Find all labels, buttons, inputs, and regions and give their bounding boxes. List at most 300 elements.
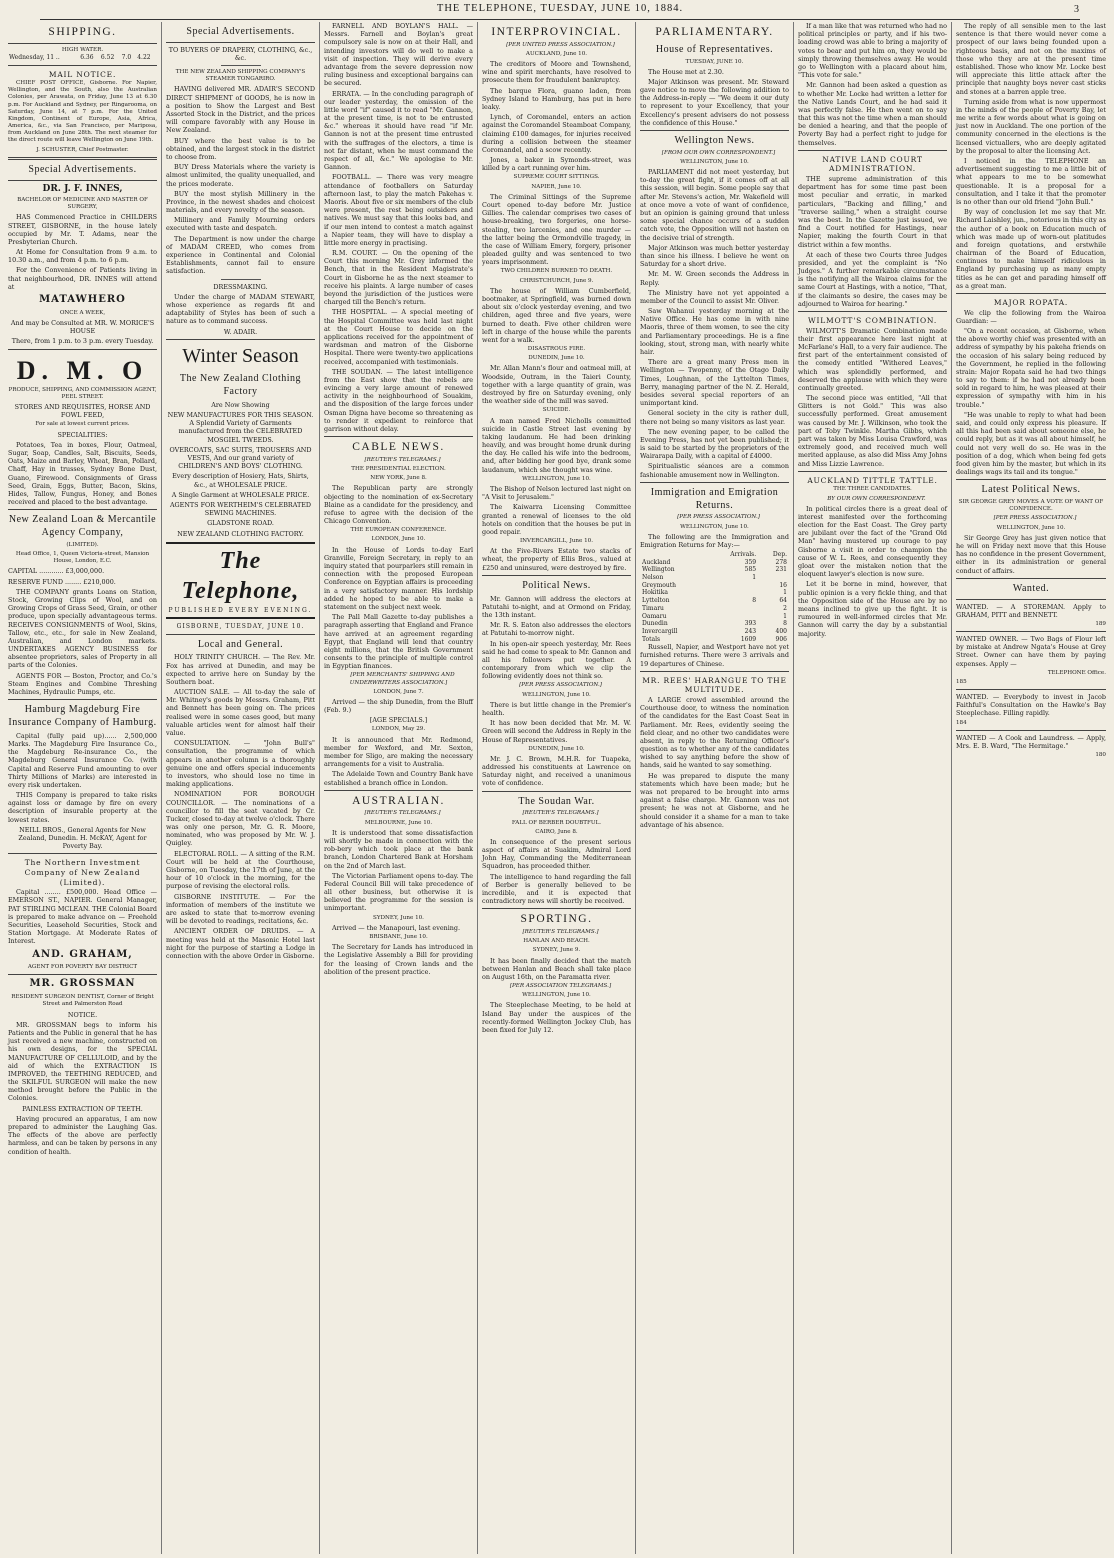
political-text-2: Mr. R. S. Eaton also addresses the electors at Patutahi to-morrow night.: [482, 621, 631, 638]
nz-loan-heading: New Zealand Loan & Mercantile Agency Company,: [8, 514, 157, 539]
nz-loan-reserve: RESERVE FUND ........ £210,000.: [8, 577, 116, 586]
local-text-5: ELECTORAL ROLL. — A sitting of the R.M. Court will be held at the Courthouse, Gisborne, on Tuesday, the 17th of June, at the hour of 10 o'clock in the morning, for the purpose of revising the electoral rolls.: [166, 849, 315, 891]
article-text: If a man like that was returned who had no political principles or party, and if his two-loading crowd was able to bring a majority of votes to bear and put him on, they would be simply throwing themselves away. He would go to Wellington with a placard about him, "This vote for sale.": [798, 22, 947, 80]
tittle-tattle-text-2: Let it be borne in mind, however, that public opinion is a very fickle thing, and that the Opposition side of the House are by no means inclined to give up the fight. It is rumoured in well-informed circles that Mr. Gannon will carry the day by a substantial majority.: [798, 580, 947, 638]
painless-heading: PAINLESS EXTRACTION OF TEETH.: [22, 1104, 143, 1113]
latest-political-date: WELLINGTON, June 10.: [996, 524, 1066, 531]
divider: [640, 130, 789, 131]
table-row: [640, 628, 789, 636]
presidential-heading: THE PRESIDENTIAL ELECTION.: [351, 466, 446, 473]
drapery-sub: THE NEW ZEALAND SHIPPING COMPANY'S STEAMER TONGARIRO.: [175, 69, 306, 83]
dmo-stores: STORES AND REQUISITES, HORSE AND FOWL FEED,: [14, 403, 151, 420]
divider: [166, 42, 315, 43]
arrivals: 393: [744, 620, 757, 628]
immigration-table: [640, 551, 789, 643]
wellington-text: The Bishop of Nelson lectured last night on "A Visit to Jerusalem.": [482, 484, 631, 502]
article-text: ERRATA. — In the concluding paragraph of our leader yesterday, the omission of the little word "if" caused it to read "Mr. Gannon, at the present time, is not to be entrusted &c." whereas it should have read "if Mr. Gannon is not at the present time entrusted with the suffrages of the electors, a time is not far distant, when he must command the respect of all, &c." We apologise to Mr. Gannon.: [324, 89, 473, 172]
article-text: Mr. Gannon had been asked a question as to whether Mr. Locke had written a letter for the Native Lands Court, and he had said it was perfectly false. He then went on to say that this was not the time when a man should be denied a hearing, and that the people of Poverty Bay had a perfect right to judge for themselves.: [798, 81, 947, 147]
column-header: [640, 551, 707, 559]
port: Wellington: [642, 566, 675, 574]
mail-notice-heading: MAIL NOTICE.: [48, 69, 117, 79]
children-burned-text: The house of William Cumberfield, bootmaker, at Springfield, was burned down about six o'clock yesterday evening, and two children, aged three and five years, were burned to death. Five other children were left in charge of the house while the parents went for a walk.: [482, 286, 631, 344]
column-header: Arrivals.: [730, 551, 757, 559]
tittle-tattle-heading: AUCKLAND TITTLE TATTLE.: [807, 475, 938, 485]
innes-place: MATAWHERO: [39, 294, 126, 306]
nz-clothing-text-6: GLADSTONE ROAD.: [207, 519, 274, 528]
cable-source: [REUTER'S TELEGRAMS.]: [364, 456, 441, 463]
telephone-title: The Telephone,: [181, 547, 300, 605]
native-land-heading: NATIVE LAND COURT ADMINISTRATION.: [822, 154, 923, 174]
steeplechase-source: [PER ASSOCIATION TELEGRAMS.]: [509, 983, 612, 990]
interprovincial-date: AUCKLAND, June 10.: [525, 50, 588, 57]
cable-news-heading: CABLE NEWS.: [352, 441, 445, 454]
departures: [758, 574, 789, 582]
wellington-news-heading: Wellington News.: [674, 134, 755, 146]
wellington-news-date: WELLINGTON, June 10.: [680, 158, 749, 165]
divider: [8, 43, 157, 44]
interprovincial-source: [PER UNITED PRESS ASSOCIATION.]: [506, 41, 615, 48]
graham-name: AND. GRAHAM,: [32, 948, 133, 960]
divider: [956, 293, 1106, 294]
divider: [956, 578, 1106, 579]
divider: [482, 575, 631, 576]
tide-value: 6.36: [80, 53, 94, 61]
innes-title: BACHELOR OF MEDICINE AND MASTER OF SURGERY,: [17, 197, 148, 211]
wilmott-text-2: The second piece was entitled, "All that Glitters is not Gold." This was also successfully performed. Great amusement was caused by Mr. J. Wilkinson, who took the part of Toby Twinkle. Martha Gibbs, which part was taken by Miss Louisa Crawford, was extremely good, and received much well merited applause, as also did Miss Amy Johns and Miss Lizzie Lawrence.: [798, 394, 947, 468]
drapery-text-4: BUY the most stylish Millinery in the Province, in the newest shades and choicest materials, and every novelty of the season.: [166, 189, 315, 215]
hamburg-text: Capital (fully paid up)...... 2,500,000 Marks. The Magdeburg Fire Insurance Co., the Magdeburg Re-insurance Co., the Magdeburg General Insurance Co. (with Capital and Reserve Fund amounting to over Thirty Millions of Marks) are interested in every risk undertaken.: [8, 731, 157, 789]
latest-political-text: Sir George Grey has just given notice that he will on Friday next move that this House has no confidence in the present Government, either in its administration or general conduct of affairs.: [956, 533, 1106, 575]
rees-text: A LARGE crowd assembled around the Courthouse door, to witness the nomination of the candidates for the East Coast Seat in Parliament. Mr. Rees, evidently seeing the field clear, and no other two candidates were absent, in reply to the Returning Officer's question as to whether any of the candidates wished to say anything before the show of hands, said he wanted to say something.: [640, 695, 789, 770]
divider: [956, 479, 1106, 480]
merchants-source: [PER MERCHANTS' SHIPPING AND UNDERWRITERS ASSOCIATION.]: [349, 672, 455, 686]
drapery-text-2: BUY where the best value is to be obtained, and the largest stock in the district to choose from.: [166, 136, 315, 161]
hanlan-text: It has been finally decided that the match between Hanlan and Beach shall take place on August 16th, on the Paramatta river.: [482, 956, 631, 981]
column-6: [794, 22, 952, 1554]
nz-clothing-text-3: Every description of Hosiery, Hats, Shirts, &c., at WHOLESALE PRICE.: [172, 472, 309, 489]
tittle-tattle-text: In political circles there is a great deal of interest manifested over the forthcoming election for the East Coast. The Grey party are jubilant over the fact of the "Grand Old Man" having mustered up courage to pay Gisborne a visit in order to champion the cause of W. L. Rees, and consequently they gloat over the mistaken notion that the eloquent lawyer's election is now sure.: [798, 504, 947, 579]
divider: [956, 599, 1106, 600]
arrivals: 243: [744, 627, 757, 635]
australian-text: It is understood that some dissatisfaction will shortly be made in connection with the rob-bery which took place at the bank branch, London Chartered Bank at Horsham on the 2nd of March last.: [324, 828, 473, 870]
article-text: FOOTBALL. — There was very meagre attendance of footballers on Saturday afternoon last, to play the match Pakehas v. Maoris. About five or six members of the club were present, the rest being outsiders and natives. We must say that this looks bad, and if our men intend to contest a match against a Napier team, they will have to display a little more energy in practising.: [324, 173, 473, 247]
departures: 400: [775, 627, 787, 635]
native-land-text-2: At each of these two Courts three Judges presided, and yet the complaint is "No Judges." A further remarkable circumstance is the notifying all the Wairoa claims for the same Court at Hastings, with a notice, "That, if the claimants so desire, the cases may be adjourned to Wairoa for hearing.": [798, 250, 947, 308]
column-4: [478, 22, 636, 1554]
soudan-source: [REUTER'S TELEGRAMS.]: [522, 810, 599, 817]
shipping-heading: SHIPPING.: [48, 26, 117, 38]
drapery-text-5: Millinery and Family Mourning orders executed with taste and despatch.: [166, 216, 315, 233]
telephone-dateline: GISBORNE, TUESDAY, JUNE 10.: [176, 622, 305, 630]
arrivals: 585: [744, 566, 757, 574]
political-news-heading: Political News.: [522, 579, 591, 591]
sporting-heading: SPORTING.: [520, 913, 593, 926]
immigration-text: The following are the Immigration and Emigration Returns for May:—: [640, 532, 789, 549]
wellington-date: WELLINGTON, June 10.: [522, 475, 591, 482]
divider: [482, 791, 631, 792]
wanted-ad-number: 184: [956, 719, 967, 726]
table-row: [640, 613, 789, 621]
wellington-news-text-5: Saw Wahanui yesterday morning at the Native Office. He has come in with nine Maoris, three of them women, to see the city and Parliamentary proceedings. He is a fine looking, stout, strong man, with nearly white hair.: [640, 307, 789, 357]
nz-clothing-text-2: OVERCOATS, SAC SUITS, TROUSERS AND VESTS, And our grand variety of CHILDREN'S AND BOYS' CLOTHING.: [169, 445, 312, 471]
interprovincial-text-3: Lynch, of Coromandel, enters an action against the Coromandel Steamboat Company, claiming £100 damages, for injuries received during a collision between the steamer Coromandel, and a scow recently.: [482, 113, 631, 154]
ropata-text: We clip the following from the Wairoa Guardian: —: [956, 308, 1106, 325]
children-burned-heading: TWO CHILDREN BURNED TO DEATH.: [500, 268, 613, 275]
dunedin-date: DUNEDIN, June 10.: [528, 745, 585, 752]
native-land-text: THE supreme administration of this department has for some time past been most peculiar and erratic, in marked particulars, "Backing and filling," and "traverse sailing," when a straight course was the best. In the Gazette just issued, we find a Court notified for Hastings, near Napier, making the fourth Court in that district within a few months.: [798, 175, 947, 249]
hanlan-heading: HANLAN AND BEACH.: [523, 938, 590, 945]
port: Nelson: [642, 574, 664, 582]
nz-clothing-text-5: AGENTS FOR WERTHEIM'S CELEBRATED SEWING MACHINES.: [169, 500, 312, 518]
departures-total: 906: [775, 635, 787, 643]
divider: [8, 699, 157, 700]
wellington-text-2: The Kaiwarra Licensing Committee granted a renewal of licenses to the old hotels on condition that the houses be put in good repair.: [482, 503, 631, 536]
age-specials-heading: [AGE SPECIALS.]: [369, 716, 428, 725]
australian-source: [REUTER'S TELEGRAMS.]: [364, 810, 441, 817]
column-2: [162, 22, 320, 1554]
divider: [8, 157, 157, 160]
divider: [8, 180, 157, 181]
suicide-text: A man named Fred Nicholls committed suicide in Castle Street last evening by taking laudanum. He had been drinking heavily, and was brought home drunk during the day. He called his wife into the bedroom, and, after bidding her good bye, drank some laudanum, which she thought was wine.: [482, 416, 631, 474]
tide-day: Wednesday, 11 ..: [9, 53, 60, 61]
arrivals: [707, 582, 758, 590]
divider: [798, 471, 947, 472]
table-row: [640, 589, 789, 597]
wanted-ad-number: 180: [1095, 752, 1106, 759]
dmo-specialities: SPECIALITIES:: [57, 430, 108, 439]
table-row: [640, 574, 789, 582]
dunedin-text: Mr. J. C. Brown, M.H.R. for Tuapeka, addressed his constituents at Lawrence on Saturday night, and received a unanimous vote of confidence.: [482, 754, 631, 788]
innes-once: ONCE A WEEK,: [59, 309, 106, 316]
immigration-text-2: Russell, Napier, and Westport have not yet furnished returns. There were 3 arrivals and 19 departures of Chinese.: [640, 643, 789, 668]
interprovincial-text-4: Jones, a baker in Symonds-street, was killed by a cart running over him.: [482, 156, 631, 173]
article-text: THE HOSPITAL. — A special meeting of the Hospital Committee was held last night at the Court House to decide on the applications received for the appointment of wardsman and matron of the Gisborne Hospital. There were twenty-two applications received, accompanied with testimonials.: [324, 308, 473, 366]
port: Lyttelton: [642, 597, 670, 605]
tide-value: 6.52: [100, 53, 115, 61]
house-date: TUESDAY, JUNE 10.: [685, 58, 744, 65]
innes-hours: At Home for Consultation from 9 a.m. to 10.30 a.m., and from 4 p.m. to 6 p.m.: [8, 248, 157, 265]
arrivals: [707, 589, 758, 597]
latest-political-heading: Latest Political News.: [981, 484, 1081, 496]
suicide-heading: SUICIDE.: [542, 407, 571, 414]
drapery-text-3: BUY Dress Materials where the variety is almost unlimited, the quality unequalled, and the prices moderate.: [166, 163, 315, 188]
dressmaking-heading: DRESSMAKING.: [213, 282, 268, 291]
divider: [482, 908, 631, 909]
wellington-news-text-7: General society in the city is rather dull, there not being so many visitors as last year.: [640, 409, 789, 426]
divider: [798, 150, 947, 151]
column-3: [320, 22, 478, 1554]
supreme-court-heading: SUPREME COURT SITTINGS.: [513, 174, 600, 181]
ropata-text-2: "On a recent occasion, at Gisborne, when the above worthy chief was presented with an address of sympathy by his pakeha friends on the occasion of his salary being reduced by the Government, he replied in the following strain: Major Ropata said he had two things to say to them: if he had not already been sold in regard to him, he was pleased at their expression of sympathy with him in his trouble.": [956, 326, 1106, 409]
innes-time: There, from 1 p.m. to 3 p.m. every Tuesday.: [11, 337, 154, 346]
divider: [956, 730, 1106, 731]
wanted-ad: WANTED. — A STOREMAN. Apply to GRAHAM, PITT and BENNETT.: [956, 602, 1106, 619]
mail-notice-sign: J. SCHUSTER, Chief Postmaster.: [36, 146, 129, 153]
divider: [324, 790, 473, 791]
tide-label: HIGH WATER.: [61, 46, 104, 53]
table-total-row: [640, 636, 789, 644]
table-row: [640, 620, 789, 628]
sporting-source: [REUTER'S TELEGRAMS.]: [522, 929, 599, 936]
telephone-nameplate: [166, 542, 315, 619]
disastrous-fire-text: Mr. Allan Mann's flour and oatmeal mill, at Woodside, Outram, in the Taieri County, together with a large quantity of grain, was destroyed by fire on Saturday evening, only the weather side of the mill was saved.: [482, 364, 631, 406]
dmo-logo: D. M. O: [16, 355, 149, 385]
wellington-news-text-4: The Ministry have not yet appointed a member of the Council to assist Mr. Oliver.: [640, 288, 789, 305]
article-text: By way of conclusion let me say that Mr. Richard Laishley, jun., notorious in this city as the author of a book on Education much of which was made up of worn-out platitudes and foreign quotations, and erstwhile chairman of the Board of Education, continues to make himself ridiculous in England by purchasing up as many empty titles as he can get and parading himself off as a great man.: [956, 208, 1106, 290]
telephone-published: PUBLISHED EVERY EVENING.: [168, 607, 313, 615]
departures: 8: [783, 620, 787, 628]
press-date: WELLINGTON, June 10.: [522, 691, 591, 698]
table-row: [640, 582, 789, 590]
column-1: [4, 22, 162, 1554]
winter-season-heading: Winter Season: [182, 344, 299, 367]
article-text: Turning aside from what is now uppermost in the minds of the people of Poverty Bay, let me write a few words about what is going on just now in Auckland. The one portion of the community concerned in the elections is the licensed victuallers, who are deeply agitated by the proposal to alter the licensing Act.: [956, 97, 1106, 155]
grossman-name: MR. GROSSMAN: [29, 978, 136, 990]
steeplechase-text: The Steeplechase Meeting, to be held at Island Bay under the auspices of the recently-formed Wellington Jockey Club, has been fixed for July 12.: [482, 1001, 631, 1035]
berber-heading: FALL OF BERBER DOUBTFUL.: [511, 819, 602, 826]
divider: [166, 339, 315, 340]
divider: [324, 436, 473, 437]
wanted-ad: WANTED OWNER. — Two Bags of Flour left by mistake at Andrew Ngata's House at Grey Street. Owner can have them by paying expenses. Apply —: [956, 635, 1106, 668]
column-5: [636, 22, 794, 1554]
port: Dunedin: [642, 620, 668, 628]
port: Auckland: [642, 558, 671, 566]
steeplechase-date: WELLINGTON, June 10.: [522, 992, 591, 999]
presidential-date: NEW YORK, June 8.: [370, 475, 427, 482]
divider: [8, 349, 157, 350]
conference-date: LONDON, June 10.: [371, 536, 426, 543]
masthead-title: THE TELEPHONE, TUESDAY, JUNE 10, 1884.: [436, 3, 684, 14]
house-heading: House of Representatives.: [655, 43, 774, 55]
latest-political-sub: SIR GEORGE GREY MOVES A VOTE OF WANT OF CONFIDENCE.: [958, 499, 1104, 513]
wanted-ad-number: 189: [1095, 620, 1106, 627]
australian-date: MELBOURNE, June 10.: [364, 819, 433, 826]
wanted-heading: Wanted.: [1012, 582, 1050, 594]
article-text: The reply of all sensible men to the last sentence is that there would never come a prospect of our laws being founded upon a righteous basis, and not on the maxims of those who they are at the present time established. Those who know Mr. Locke best will appreciate this little attack after the principle that naughty boys never cast sticks and stones at a barren apple tree.: [956, 22, 1106, 96]
berber-text-2: The intelligence to hand regarding the fall of Berber is generally believed to be incredible, and it is expected that contradictory news will shortly be received.: [482, 872, 631, 906]
wellington-news-text-3: Mr. M. W. Green seconds the Address in Reply.: [640, 270, 789, 287]
wilmott-text: WILMOTT'S Dramatic Combination made their first appearance here last night at McFarlane's Hall, to a very fair audience. The first part of the entertainment consisted of the comedy entitled "Withered Leaves," which was splendidly performed, and deserved the applause with which they were continually greeted.: [798, 326, 947, 392]
nz-clothing-text-7: NEW ZEALAND CLOTHING FACTORY.: [177, 529, 304, 538]
table-row: [640, 605, 789, 613]
conference-text-2: The Pall Mall Gazette to-day publishes a paragraph asserting that England and France have arrived at an agreement regarding Egypt, that England will lend that country eight millions, that the British Government consents to the principle of multiple control in Egyptian finances.: [324, 613, 473, 671]
special-ads-heading: Special Advertisements.: [186, 26, 295, 37]
press-text-2: It has now been decided that Mr. M. W. Green will second the Address in Reply in the House of Representatives.: [482, 719, 631, 744]
hanlan-date: SYDNEY, June 9.: [532, 947, 581, 954]
hamburg-text-2: THIS Company is prepared to take risks against loss or damage by fire on every description of insurable property at the lowest rates.: [8, 791, 157, 824]
local-text-3: CONSULTATION. — "John Bull's" consultation, the programme of which appears in another column is a thoroughly genuine one and offers special inducements to investors, who should lose no time in making applications.: [166, 739, 315, 789]
conference-heading: THE EUROPEAN CONFERENCE.: [350, 527, 447, 534]
nz-loan-ltd: (LIMITED).: [66, 541, 99, 548]
wellington-news-text-6: There are a great many Press men in Wellington — Twopenny, of the Otago Daily Times, Loughnan, of the Lyttelton Times, Berry, managing partner of the N. Z. Herald, besides several special reporters of an unimportant kind.: [640, 358, 789, 408]
australian-text-2: The Victorian Parliament opens to-day. The Federal Council Bill will take precedence of all other business, but otherwise it is believed the programme for the session is unimportant.: [324, 871, 473, 913]
arrivals: 8: [752, 597, 757, 605]
table-row: [640, 566, 789, 574]
immigration-heading: Immigration and Emigration Returns.: [650, 486, 779, 511]
local-text-7: ANCIENT ORDER OF DRUIDS. — A meeting was held at the Masonic Hotel last night for the purpose of starting a Lodge in connection with the above Order in Gisborne.: [166, 927, 315, 960]
invercargill-date: INVERCARGILL, June 10.: [519, 538, 594, 545]
local-text-4: NOMINATION FOR BOROUGH COUNCILLOR. — The nominations of a councillor to fill the seat vacated by Cr. Tucker, closed to-day at twelve o'clock. There was only one person, Mr. G. R. Moore, nominated, who was proposed by Mr. W. J. Quigley.: [166, 790, 315, 848]
hamburg-heading: Hamburg Magdeburg Fire Insurance Company of Hamburg.: [8, 704, 157, 728]
divider: [798, 311, 947, 312]
article-text: R.M. COURT. — On the opening of the Court this morning Mr. Grey informed the Bench, that in the Resident Magistrate's Court in Gisborne he as the next steamer to receive his plaints. A large number of cases beyond the jurisdiction of the justices were charged till the Bench's return.: [324, 249, 473, 307]
supreme-court-text: The Criminal Sittings of the Supreme Court opened to-day before Mr. Justice Gillies. The calendar comprises two cases of house-breaking, two forgeries, one horse-stealing, two larcenies, and one murder — the latter being the Ormondville tragedy, in the case of William Emery, forgery, prisoner pleaded guilty and was sentenced to two years imprisonment.: [482, 192, 631, 267]
divider: [8, 853, 157, 854]
nz-clothing-heading: The New Zealand Clothing Factory: [179, 373, 302, 398]
wellington-news-text-9: Spiritualistic séances are a common fashionable amusement now in Wellington.: [640, 462, 789, 479]
ropata-text-3: "He was unable to reply to what had been said, and could only express his pleasure. If all this had been said about someone else, he could reply, but as it was all about himself, he could not very well do so. He was in the position of a dog, which when being fed gets food given him by the master, but which in its dealings wags its tail and its tongue.": [956, 410, 1106, 477]
conference-text: In the House of Lords to-day Earl Granville, Foreign Secretary, in reply to an inquiry stated that pourparlers still remain in connection with the proposed European Conference on Egyptian affairs is proceeding in a very satisfactory manner. His lordship added he hoped to be able to make a statement on the subject next week.: [324, 545, 473, 611]
departures: 16: [779, 581, 787, 589]
port: Invercargill: [642, 627, 678, 635]
drapery-heading: TO BUYERS OF DRAPERY, CLOTHING, &c., &c.: [168, 45, 313, 62]
arrivals: [707, 605, 758, 613]
sydney-text: Arrived — the Manapouri, last evening.: [332, 923, 461, 932]
graham-sub: AGENT FOR POVERTY BAY DISTRICT: [27, 964, 138, 971]
wellington-news-text-8: The new evening paper, to be called the Evening Press, has not yet been published; it is said to be started by the proprietors of the Wairarapa Daily, with a capital of £4000.: [640, 427, 789, 461]
interprovincial-text-2: The barque Flora, guano laden, from Sydney Island to Hamburg, has put in here leaky.: [482, 86, 631, 111]
divider: [221, 279, 261, 280]
supreme-court-date: NAPIER, June 10.: [531, 183, 582, 190]
port: Hokitika: [642, 589, 668, 597]
merchants-text: Arrived — the ship Dunedin, from the Bluff (Feb. 9.): [324, 697, 473, 715]
nz-clothing-text: NEW MANUFACTURES FOR THIS SEASON. A Splendid Variety of Garments manufactured from the CELEBRATED MOSGIEL TWEEDS.: [167, 411, 314, 444]
divider: [166, 634, 315, 635]
article-text: FARNELL AND BOYLAN'S HALL. — Messrs. Farnell and Boylan's great compulsory sale is now on at their Hall, and intending investors will do well to make a visit of inspection. They will derive every advantage from the severe depression now ruling business and exceptional bargains can be secured.: [324, 22, 473, 88]
local-text: HOLY TRINITY CHURCH. — The Rev. Mr. Fox has arrived at Dunedin, and may be expected to arrive here on Sunday by the Southern boat.: [166, 653, 315, 686]
latest-political-source: [PER PRESS ASSOCIATION.]: [993, 515, 1077, 522]
port: Oamaru: [642, 612, 667, 620]
divider: [8, 65, 157, 66]
disastrous-fire-date: DUNEDIN, June 10.: [528, 355, 585, 362]
dressmaking-text: Under the charge of MADAM STEWART, whose experience as regards fit and adaptability of Styles has been of such a nature as to command success.: [166, 292, 315, 326]
tide-table: [8, 54, 157, 62]
divider: [956, 689, 1106, 690]
wellington-news-text-2: Major Atkinson was much better yesterday than since his illness. I believe he went on Saturday for a short drive.: [640, 243, 789, 269]
mail-notice-text: CHIEF POST OFFICE, Gisborne. For Napier, Wellington, and the South, also the Australian Colonies, per Arawata, on Friday, June 13 at 6.30 p.m. For Auckland and Sydney, per Ringarooma, on Saturday, June 14, at 7 p.m. For the United Kingdom, Continent of Europe, Asia, Africa, America, &c., via San Francisco, per Mariposa, from Auckland on June 28th. The next steamer for the direct route will leave Wellington on June 19th.: [8, 80, 157, 144]
house-text: The House met at 2.30.: [648, 67, 724, 76]
totals-label: Totals: [642, 635, 661, 643]
tittle-tattle-sub: THE THREE CANDIDATES.: [833, 486, 912, 493]
departures: 1: [783, 589, 787, 597]
political-text: Mr. Gannon will address the electors at Patutahi to-night, and at Ormond on Friday, the 13th instant.: [482, 594, 631, 619]
departures: 231: [775, 566, 787, 574]
children-burned-date: CHRISTCHURCH, June 9.: [519, 277, 594, 284]
innes-text: HAS Commenced Practice in CHILDERS STREET, GISBORNE, in the house lately occupied by Mr. T. Adams, near the Presbyterian Church.: [8, 213, 157, 246]
innes-leave: And may be Consulted at MR. W. MORICE'S HOUSE: [10, 318, 155, 336]
berber-text: In consequence of the present serious aspect of affairs at Suakim, Admiral Lord John Hay, Commanding the Mediterranean Squadron, has proceeded thither.: [482, 837, 631, 871]
nz-loan-agents: AGENTS FOR — Boston, Proctor, and Co.'s Steam Engines and Combine Threshing Machines, Hydraulic Pumps, etc.: [8, 671, 157, 697]
interprovincial-text: The creditors of Moore and Townshend, wine and spirit merchants, have resolved to prosecute them for fraudulent bankruptcy.: [482, 60, 631, 85]
age-specials-date: LONDON, May 29.: [371, 726, 426, 733]
tide-value: 4.22: [137, 53, 151, 61]
age-specials-text: It is announced that Mr. Redmond, member for Wexford, and Mr. Sexton, member for Sligo, are making the necessary arrangements for a visit to Australia.: [324, 735, 473, 769]
tittle-tattle-source: BY OUR OWN CORRESPONDENT.: [827, 495, 926, 502]
dmo-sub: PRODUCE, SHIPPING, AND COMMISSION AGENT, PEEL STREET.: [8, 386, 157, 400]
tide-row: [8, 54, 157, 62]
drapery-text-6: The Department is now under the charge of MADAM CREED, who comes from experience in Continental and Colonial Establishments, cannot fail to ensure satisfaction.: [166, 234, 315, 276]
innes-name: DR. J. F. INNES,: [42, 183, 123, 194]
age-specials-text-2: The Adelaide Town and Country Bank have established a branch office in London.: [324, 770, 473, 787]
tide-value: 7.0: [121, 53, 132, 61]
rees-text-2: He was prepared to dispute the many statements which have been made; but he was not prepared to be brought into arms against a false charge. Mr. Gannon was not present; he was not at Gisborne, and he should consider it a shame for a man to take advantage of his absence.: [640, 771, 789, 829]
merchants-date: LONDON, June 7.: [373, 688, 424, 695]
nz-clothing-sub: Are Now Showing: [211, 400, 270, 409]
press-source: [PER PRESS ASSOCIATION.]: [519, 682, 602, 689]
hamburg-agent: NEILL BROS., General Agents for New Zealand, Dunedin. H. McKAY, Agent for Poverty Bay.: [18, 825, 147, 851]
departures: 64: [779, 597, 787, 605]
nz-loan-capital: CAPITAL ............ £3,000,000.: [8, 567, 105, 576]
port: Greymouth: [642, 581, 677, 589]
local-heading: Local and General.: [197, 638, 284, 650]
immigration-date: WELLINGTON, June 10.: [680, 523, 749, 530]
nz-loan-text: THE COMPANY grants Loans on Station, Stock, Growing Clips of Wool, and on Growing Crops of Grass Seed, Grain, or other produce, upon specially advantageous terms. RECEIVES CONSIGNMENTS of Wool, Skins, Tallow, etc., etc., for sale in New Zealand, Australian, and London markets. UNDERTAKES AGENCY BUSINESS for absentee proprietors, sales of Property in all parts of the Colonies.: [8, 587, 157, 670]
dmo-sale: For sale at lowest current prices.: [35, 421, 130, 428]
column-header: Dep.: [772, 551, 787, 559]
departures: 1: [783, 612, 787, 620]
wilmott-heading: WILMOTT'S COMBINATION.: [808, 316, 937, 325]
northern-heading: The Northern Investment Company of New Zealand (Limited).: [24, 858, 141, 887]
local-text-2: AUCTION SALE. — All to-day the sale of Mr. Whitney's goods by Messrs. Graham, Pitt and Bennett has been going on. The prices realised were in some cases good, but many valuable articles went for almost half their value.: [166, 688, 315, 737]
grossman-sub: RESIDENT SURGEON DENTIST, Corner of Bright Street and Palmerston Road: [11, 994, 154, 1008]
nz-clothing-text-4: A Single Garment at WHOLESALE PRICE.: [171, 490, 310, 499]
wanted-ad: WANTED — A Cook and Laundress. — Apply, Mrs. E. B. Ward, "The Hermitage.": [956, 733, 1106, 750]
article-text: THE SOUDAN. — The latest intelligence from the East show that the rebels are evincing a very large amount of renewed activity in the neighbourhood of Souakim, and the disposition of the large forces under Osman Digna have become so threatening as to render it expedient to reinforce that garrison without delay.: [324, 367, 473, 433]
column-7: [952, 22, 1110, 1554]
arrivals-total: 1609: [740, 635, 757, 643]
adair-sign: W. ADAIR.: [223, 327, 258, 336]
masthead: [40, 2, 1080, 20]
disastrous-fire-heading: DISASTROUS FIRE.: [527, 346, 586, 353]
local-text-6: GISBORNE INSTITUTE. — For the information of members of the institute we are asked to state that to-morrow evening will be devoted to readings, recitations, &c.: [166, 892, 315, 926]
grossman-text: MR. GROSSMAN begs to inform his Patients and the Public in general that he has just received a new machine, constructed on his own designs, for the SPECIAL MANUFACTURE OF CELLULOID, and by the aid of which the EXTRACTION IS IMPROVED, the TEETHING REDUCED, and the SKILFUL SURGEON will make the new method brought before the Public in the Colonies.: [8, 1020, 157, 1103]
wellington-news-source: [FROM OUR OWN CORRESPONDENT.]: [661, 149, 776, 156]
port: Timaru: [642, 604, 664, 612]
interprovincial-heading: INTERPROVINCIAL.: [491, 26, 622, 38]
soudan-war-heading: The Soudan War.: [518, 795, 595, 807]
berber-date: CAIRO, June 8.: [535, 828, 578, 835]
northern-text: Capital ........ £500,000. Head Office — EMERSON ST., NAPIER. General Manager, PAT STIRLING MCLEAN. THE Colonial Board is prepared to make advance on — Freehold Securities, Leasehold Securities, Stock and Station Mortgage. At Moderate Rates of Interest.: [8, 888, 157, 946]
departures: 278: [775, 558, 787, 566]
nz-loan-office: Head Office, 1, Queen Victoria-street, Mansion House, London, E.C.: [15, 551, 150, 565]
divider: [221, 65, 261, 66]
divider: [8, 974, 157, 975]
dmo-text: Potatoes, Tea in boxes, Flour, Oatmeal, Sugar, Soap, Candles, Salt, Biscuits, Seeds, Oats, Maize and Barley, Wheat, Bran, Pollard, Chaff, Hay in trusses, Sydney Bone Dust, Guano, Firewood. Consignments of Grass Seed, Grain, Eggs, Butter, Bacon, Skins, Hides, Tallow, Fungus, Honey, and Bones received and placed to the best advantage.: [8, 440, 157, 507]
special-ads-heading: Special Advertisements.: [28, 163, 137, 175]
wanted-ad: WANTED. — Everybody to invest in Jacob Faithful's Consultation on the Hawke's Bay Steeplechase. Filling rapidly.: [956, 693, 1106, 718]
divider: [8, 509, 157, 510]
arrivals: 359: [744, 558, 757, 566]
brisbane-date: BRISBANE, June 10.: [369, 934, 428, 940]
presidential-text: The Republican party are strongly objecting to the nomination of ex-Secretary Blaine as a candidate for the presidency, and refuse to agree with the decision of the Chicago Convention.: [324, 484, 473, 526]
wanted-ad-sign: TELEPHONE Office.: [1047, 669, 1106, 676]
ropata-heading: MAJOR ROPATA.: [993, 298, 1069, 307]
parliamentary-heading: PARLIAMENTARY.: [655, 26, 774, 38]
immigration-source: [PER PRESS ASSOCIATION.]: [677, 514, 760, 521]
table-row: [640, 597, 789, 605]
table-row: [640, 559, 789, 567]
brisbane-text: The Secretary for Lands has introduced in the Legislative Assembly a Bill for providing for the leasing of Crown lands and the abolition of the present practice.: [324, 943, 473, 976]
divider: [640, 482, 789, 483]
rees-heading: MR. REES' HARANGUE TO THE MULTITUDE.: [642, 675, 787, 695]
divider: [956, 631, 1106, 632]
painless-text: Having procured an apparatus, I am now prepared to administer the Laughing Gas. The effects of the above are perfectly harmless, and can be taken by persons in any condition of health.: [8, 1114, 157, 1156]
wanted-ad-number: 185: [956, 678, 967, 685]
drapery-text: HAVING delivered MR. ADAIR'S SECOND DIRECT SHIPMENT of GOODS, he is now in a position to Show the Largest and Best Assorted Stock in the District, and the prices will compare favorably with any House in New Zealand.: [166, 85, 315, 135]
page-number: 3: [1074, 4, 1080, 15]
departures: 2: [783, 604, 787, 612]
house-text-2: Major Atkinson was present. Mr. Steward gave notice to move the following addition to the Address-in-reply — "We deem it our duty to represent to your Excellency, that your Excellency's present advisers do not possess the confidence of this House.": [640, 77, 789, 127]
